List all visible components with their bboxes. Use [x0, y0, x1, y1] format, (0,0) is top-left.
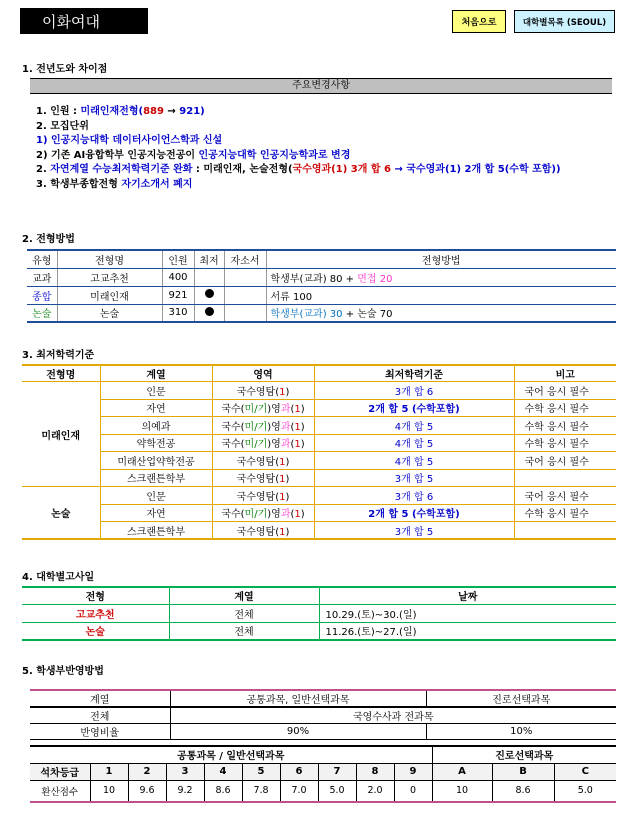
type-cell: 논술	[27, 304, 57, 322]
score-cell: 7.0	[280, 780, 318, 802]
university-list-button[interactable]: 대학별목록 (SEOUL)	[514, 10, 615, 33]
note-cell: 수학 응시 필수	[514, 434, 616, 452]
change-item: 2) 기존 AI융합학부 인공지능전공이 인공지능대학 인공지능학과로 변경	[36, 149, 351, 161]
count-cell: 400	[162, 268, 194, 286]
count-cell: 921	[162, 286, 194, 304]
change-item: 2. 모집단위	[36, 120, 89, 132]
row-label: 환산점수	[30, 780, 90, 802]
table-row	[22, 399, 616, 417]
field-cell: 전체	[169, 604, 319, 622]
group-cell: 미래인재	[22, 382, 100, 487]
score-cell: 9.6	[128, 780, 166, 802]
table-row	[22, 504, 616, 522]
home-button[interactable]: 처음으로	[452, 10, 506, 33]
grade-cell: A	[432, 763, 492, 780]
table-header: 진로선택과목	[432, 746, 616, 763]
area-cell: 국수(미/기)영과(1)	[212, 399, 314, 417]
note-cell: 국어 응시 필수	[514, 452, 616, 470]
score-cell: 10	[90, 780, 128, 802]
area-cell: 국수(미/기)영과(1)	[212, 504, 314, 522]
std-cell: 2개 합 5 (수학포함)	[314, 399, 514, 417]
std-cell: 4개 합 5	[314, 417, 514, 435]
change-item: 1. 인원 : 미래인재전형(889 → 921)	[36, 106, 205, 117]
required-dot-icon	[205, 307, 214, 316]
table-row	[30, 724, 616, 740]
area-cell: 국수영탐(1)	[212, 469, 314, 487]
required-dot-icon	[205, 289, 214, 298]
table-header: 공통과목 / 일반선택과목	[30, 746, 432, 763]
score-cell: 5.0	[554, 780, 616, 802]
std-cell: 3개 합 6	[314, 382, 514, 400]
section-title-record: 5. 학생부반영방법	[22, 666, 104, 677]
subjects-cell: 국영수사과 전과목	[170, 707, 616, 724]
exam-dates-table	[22, 586, 616, 641]
grade-cell: B	[492, 763, 554, 780]
area-cell: 국수영탐(1)	[212, 487, 314, 505]
grade-cell: 9	[394, 763, 432, 780]
table-header: 유형	[27, 250, 57, 268]
note-cell: 수학 응시 필수	[514, 504, 616, 522]
min-cell	[194, 286, 224, 304]
table-row	[22, 452, 616, 470]
table-row	[27, 268, 616, 286]
table-row	[30, 763, 616, 780]
area-cell: 국수(미/기)영과(1)	[212, 417, 314, 435]
note-cell	[514, 469, 616, 487]
group-cell: 논술	[22, 487, 100, 540]
section-title-minimum: 3. 최저학력기준	[22, 350, 95, 361]
table-header: 전형명	[57, 250, 162, 268]
type-cell: 교과	[27, 268, 57, 286]
grade-cell: 1	[90, 763, 128, 780]
table-row	[22, 487, 616, 505]
min-cell	[194, 304, 224, 322]
area-cell: 국수영탐(1)	[212, 452, 314, 470]
table-row	[30, 707, 616, 724]
note-cell: 수학 응시 필수	[514, 399, 616, 417]
table-header: 전형명	[22, 365, 100, 382]
type-cell: 논술	[22, 622, 169, 640]
row-label: 석차등급	[30, 763, 90, 780]
table-row	[22, 622, 616, 640]
admission-methods-table	[27, 249, 616, 323]
table-row	[22, 469, 616, 487]
grade-cell: 7	[318, 763, 356, 780]
table-header: 최저	[194, 250, 224, 268]
score-cell: 8.6	[492, 780, 554, 802]
table-row	[27, 304, 616, 322]
std-cell: 2개 합 5 (수학포함)	[314, 504, 514, 522]
std-cell: 4개 합 5	[314, 434, 514, 452]
field-cell: 자연	[100, 504, 212, 522]
ratio-cell: 90%	[170, 724, 426, 740]
table-header: 영역	[212, 365, 314, 382]
table-header: 진로선택과목	[426, 690, 616, 707]
table-header: 전형	[22, 587, 169, 604]
field-cell: 전체	[169, 622, 319, 640]
table-header: 공통과목, 일반선택과목	[170, 690, 426, 707]
table-header: 비고	[514, 365, 616, 382]
row-label: 반영비율	[30, 724, 170, 740]
grade-cell: C	[554, 763, 616, 780]
name-cell: 고교추천	[57, 268, 162, 286]
score-cell: 7.8	[242, 780, 280, 802]
grade-cell: 5	[242, 763, 280, 780]
minimum-standard-table	[22, 364, 616, 540]
date-cell: 11.26.(토)~27.(일)	[319, 622, 616, 640]
method-cell: 서류 100	[266, 286, 616, 304]
field-cell: 인문	[100, 487, 212, 505]
table-header: 전형방법	[266, 250, 616, 268]
grade-cell: 4	[204, 763, 242, 780]
section-title-methods: 2. 전형방법	[22, 234, 75, 245]
score-cell: 8.6	[204, 780, 242, 802]
area-cell: 국수(미/기)영과(1)	[212, 434, 314, 452]
name-cell: 미래인재	[57, 286, 162, 304]
table-row	[30, 780, 616, 802]
change-item: 2. 자연계열 수능최저학력기준 완화 : 미래인재, 논술전형(국수영과(1) 3개 합 6 → 국수영과(1) 2개 합 5(수학 포함))	[36, 164, 561, 175]
min-cell	[194, 268, 224, 286]
area-cell: 국수영탐(1)	[212, 382, 314, 400]
table-row	[22, 382, 616, 400]
grade-cell: 2	[128, 763, 166, 780]
date-cell: 10.29.(토)~30.(일)	[319, 604, 616, 622]
change-item: 3. 학생부종합전형 자기소개서 폐지	[36, 178, 193, 190]
table-row	[22, 417, 616, 435]
row-label: 전체	[30, 707, 170, 724]
method-cell: 학생부(교과) 30 + 논술 70	[266, 304, 616, 322]
score-cell: 10	[432, 780, 492, 802]
std-cell: 3개 합 6	[314, 487, 514, 505]
ratio-cell: 10%	[426, 724, 616, 740]
essay-cell	[224, 304, 266, 322]
field-cell: 인문	[100, 382, 212, 400]
page-title-text: 이화여대	[42, 12, 100, 31]
grade-cell: 6	[280, 763, 318, 780]
type-cell: 종합	[27, 286, 57, 304]
change-item: 1) 인공지능대학 데이터사이언스학과 신설	[36, 135, 223, 146]
table-header: 계열	[30, 690, 170, 707]
table-header: 인원	[162, 250, 194, 268]
score-cell: 2.0	[356, 780, 394, 802]
table-row	[22, 522, 616, 540]
essay-cell	[224, 268, 266, 286]
grade-cell: 8	[356, 763, 394, 780]
score-cell: 9.2	[166, 780, 204, 802]
type-cell: 고교추천	[22, 604, 169, 622]
name-cell: 논술	[57, 304, 162, 322]
table-row	[27, 286, 616, 304]
record-reflection-table	[30, 689, 616, 740]
section-title-changes: 1. 전년도와 차이점	[22, 64, 108, 75]
score-cell: 5.0	[318, 780, 356, 802]
page-title	[20, 8, 148, 34]
table-header: 최저학력기준	[314, 365, 514, 382]
note-cell	[514, 522, 616, 540]
std-cell: 4개 합 5	[314, 452, 514, 470]
note-cell: 국어 응시 필수	[514, 487, 616, 505]
essay-cell	[224, 286, 266, 304]
table-row	[22, 434, 616, 452]
note-cell: 수학 응시 필수	[514, 417, 616, 435]
table-header: 계열	[100, 365, 212, 382]
table-header: 자소서	[224, 250, 266, 268]
section-title-exam-dates: 4. 대학별고사일	[22, 572, 95, 583]
changes-list	[36, 105, 561, 192]
std-cell: 3개 합 5	[314, 469, 514, 487]
method-cell: 학생부(교과) 80 + 면접 20	[266, 268, 616, 286]
std-cell: 3개 합 5	[314, 522, 514, 540]
field-cell: 스크랜튼학부	[100, 469, 212, 487]
field-cell: 미래산업약학전공	[100, 452, 212, 470]
changes-box-title: 주요변경사항	[30, 78, 612, 94]
table-header: 계열	[169, 587, 319, 604]
field-cell: 스크랜튼학부	[100, 522, 212, 540]
table-header: 날짜	[319, 587, 616, 604]
count-cell: 310	[162, 304, 194, 322]
field-cell: 자연	[100, 399, 212, 417]
grade-cell: 3	[166, 763, 204, 780]
field-cell: 의예과	[100, 417, 212, 435]
table-row	[22, 604, 616, 622]
field-cell: 약학전공	[100, 434, 212, 452]
area-cell: 국수영탐(1)	[212, 522, 314, 540]
score-cell: 0	[394, 780, 432, 802]
grade-score-table	[30, 745, 616, 803]
note-cell: 국어 응시 필수	[514, 382, 616, 400]
